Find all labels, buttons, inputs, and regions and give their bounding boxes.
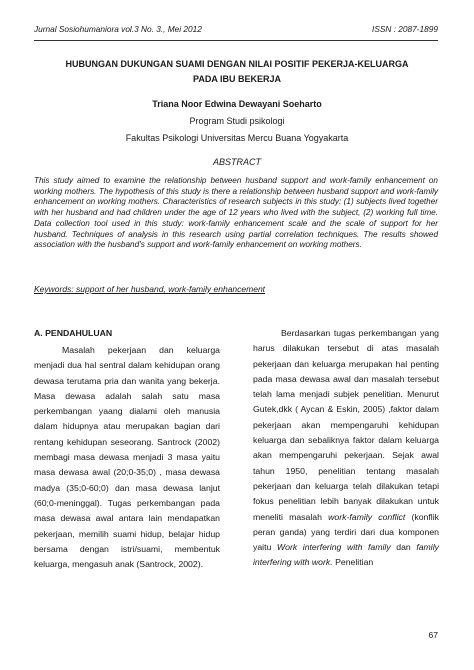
right-paragraph: [253, 326, 439, 571]
right-italic-3: family interfering with work.: [253, 542, 439, 568]
right-column: [253, 326, 439, 571]
issn-label: ISSN : 2087-1899: [372, 24, 438, 34]
right-text-4: Penelitian: [332, 557, 374, 568]
right-text-3: dan: [390, 542, 417, 553]
section-heading: A. PENDAHULUAN: [34, 328, 113, 338]
right-italic-1: work-family conflict: [328, 511, 406, 522]
right-italic-2: Work interfering with family: [276, 542, 391, 553]
right-text-2: (konflik peran ganda) yang terdiri dari dua komponen yaitu: [253, 511, 439, 553]
left-paragraph: Masalah pekerjaan dan keluarga menjadi dua hal sentral dalam kehidupan orang dewasa terutama pria dan wanita yang bekerja. Masa dewasa adalah salah satu masa perkembangan yaang dialami oleh manusia dalam hidupnya atau merupakan bagian dari rentang kehidupan seseorang. Santrock (2002) membagi masa dewasa menjadi 3 masa yaitu masa dewasa awal (20;0-35;0) , masa dewasa madya (35;0-60;0) dan masa dewasa lanjut (60;0-meninggal). Tugas perkembangan pada masa dewasa awal antara lain mendapatkan pekerjaan, memilih suami hidup, belajar hidup bersama dengan istri/suami, membentuk keluarga, mengasuh anak (Santrock, 2002).: [34, 345, 220, 570]
header-rule: [34, 40, 438, 41]
author-block: [40, 96, 434, 147]
abstract-heading: ABSTRACT: [212, 157, 261, 167]
title-line-1: HUBUNGAN DUKUNGAN SUAMI DENGAN NILAI POSITIF PEKERJA-KELUARGA: [65, 59, 409, 69]
running-header: [34, 24, 438, 38]
author-faculty: Fakultas Psikologi Universitas Mercu Buana Yogyakarta: [125, 133, 349, 143]
journal-name: Jurnal Sosiohumaniora vol.3 No. 3., Mei 2012: [34, 24, 202, 34]
author-program: Program Studi psikologi: [189, 116, 285, 126]
paper-title: [60, 57, 414, 87]
title-line-2: PADA IBU BEKERJA: [192, 74, 281, 84]
left-column: [34, 326, 220, 572]
author-name: Triana Noor Edwina Dewayani Soeharto: [152, 99, 322, 109]
right-text-1: Berdasarkan tugas perkembangan yang harus dilakukan tersebut di atas masalah pekerjaan dan keluarga merupakan hal penting pada masa dewasa awal dan masalah tersebut telah lama menjadi subjek penelitian. Menurut Gutek,dkk ( Aycan & Eskin, 2005) ,faktor dalam pekerjaan akan mempengaruhi kehidupan keluarga dan sebaliknya faktor dalam keluarga akan mempengaruhi pekerjaan. Sejak awal tahun 1950, penelitian tentang masalah pekerjaan dan keluarga telah dilakukan tetapi fokus penelitian lebih banyak dilakukan untuk meneliti masalah: [253, 328, 439, 522]
page-number: 67: [428, 630, 438, 640]
keywords: Keywords: support of her husband, work-family enhancement: [34, 284, 266, 294]
abstract-text: This study aimed to examine the relationship between husband support and work-family enhancement on working mothers. The hypothesis of this study is there a relationship between husband support and work-family enhancement on working mothers. Characteristics of research subjects in this study: (1) subjects lived together with her husband and had children under the age of 12 years who lived with the subject, (2) working full time. Data collection tool used in this study: work-family enhancement scale and the scale of support for her husband. Techniques of analysis in this research using partial correlation techniques. The results showed association with the husband's support and work-family enhancement on working mothers.: [34, 176, 438, 250]
